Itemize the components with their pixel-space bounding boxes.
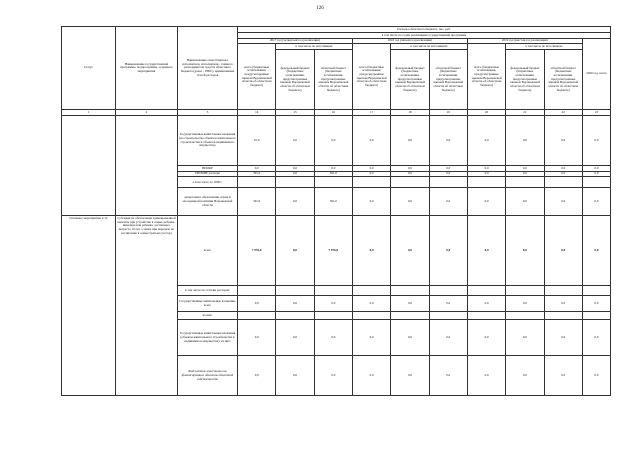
value-cell: 0,0	[582, 188, 610, 216]
value-cell	[582, 312, 610, 320]
value-cell: 0,0	[391, 356, 429, 396]
value-cell	[506, 286, 544, 296]
value-cell: 0,0	[238, 296, 276, 312]
value-cell: 0,0	[467, 356, 505, 396]
value-cell: 0,0	[582, 116, 610, 166]
value-cell: 0,0	[352, 166, 390, 172]
header-program-name: Наименование государственной программы, подпрограммы, основного мероприятия	[115, 27, 177, 110]
colnum: 18	[391, 110, 429, 116]
activity-name: Субсидия на обеспечение единовременной выплаты при устройстве в семью ребенка-инвалида или ребенка, достигшего возраста 10 лет, а также при передаче на воспитание в семью братьев (сестер)	[115, 216, 177, 396]
value-cell: 0,0	[391, 296, 429, 312]
value-cell	[314, 177, 352, 188]
header-col-federal: федеральный бюджет (бюджетные ассигнования, предусмотренные законом Воронежской области об областном бюджете)	[391, 50, 429, 110]
value-cell	[467, 177, 505, 188]
colnum: 22	[544, 110, 582, 116]
header-col-total: всего (бюджетные ассигнования, предусмотренные законом Воронежской области об областном бюджете)	[238, 44, 276, 110]
row-label: в том числе по статьям расходов:	[177, 286, 237, 296]
header-expenses-title: Расходы областного бюджета, тыс. руб.	[238, 27, 611, 33]
row-label: Государственные капитальные вложения, всего	[177, 296, 237, 312]
value-cell: 0,0	[238, 356, 276, 396]
header-by-sources: в том числе по источникам:	[276, 44, 353, 50]
value-cell: 0,0	[467, 116, 505, 166]
row-label: всего	[177, 216, 237, 286]
value-cell	[314, 312, 352, 320]
page-number: 126	[316, 6, 324, 11]
colnum: 21	[506, 110, 544, 116]
row-label: департамент образования, науки и молодежной политики Воронежской области	[177, 188, 237, 216]
value-cell: 0,0	[544, 216, 582, 286]
header-col-total: всего (бюджетные ассигнования, предусмотренные законом Воронежской области об областном бюджете)	[467, 44, 505, 110]
value-cell	[238, 286, 276, 296]
value-cell: 0,0	[544, 188, 582, 216]
value-cell: 10,0	[238, 116, 276, 166]
header-executor: Наименование ответственного исполнителя, исполнителя - главного распорядителя средств областного бюджета (далее - ГРБС), наименование статей расходов	[177, 27, 237, 110]
activity-status: Основное мероприятие 2.12	[62, 216, 116, 396]
value-cell: 0,0	[544, 116, 582, 166]
header-years-title: в том числе по годам реализации государственной программы	[238, 33, 611, 39]
colnum: 17	[352, 110, 390, 116]
value-cell: 391,0	[238, 188, 276, 216]
value-cell: 0,0	[352, 216, 390, 286]
value-cell: 7 976,0	[238, 216, 276, 286]
colnum: 15	[276, 110, 314, 116]
value-cell: 0,0	[582, 166, 610, 172]
value-cell	[352, 286, 390, 296]
value-cell: 0,0	[276, 320, 314, 356]
value-cell: 0,0	[506, 188, 544, 216]
header-year-2018: 2018 год (пятый год реализации)	[352, 38, 467, 44]
value-cell	[467, 312, 505, 320]
value-cell: 0,0	[506, 320, 544, 356]
value-cell: 0,0	[352, 188, 390, 216]
row-label: Бюджетные инвестиции на финансирование объектов областной собственности	[177, 356, 237, 396]
empty-cell	[115, 116, 177, 216]
colnum: 2	[115, 110, 177, 116]
value-cell: 0,0	[276, 216, 314, 286]
value-cell: 0,0	[506, 356, 544, 396]
value-cell: 0,0	[506, 171, 544, 177]
header-2020-total: 2020 год, всего	[582, 38, 610, 109]
value-cell: 0,0	[314, 320, 352, 356]
value-cell	[544, 286, 582, 296]
value-cell: 0,0	[582, 171, 610, 177]
value-cell: 0,0	[391, 216, 429, 286]
header-by-sources: в том числе по источникам:	[506, 44, 583, 50]
value-cell: 0,0	[314, 166, 352, 172]
value-cell: 0,0	[544, 171, 582, 177]
value-cell	[276, 312, 314, 320]
header-col-total: всего (бюджетные ассигнования, предусмотренные законом Воронежской области об областном бюджете)	[352, 44, 390, 110]
value-cell: 0,0	[276, 188, 314, 216]
value-cell	[391, 312, 429, 320]
colnum: 16	[314, 110, 352, 116]
value-cell: 0,0	[544, 356, 582, 396]
value-cell	[506, 312, 544, 320]
value-cell: 0,0	[429, 216, 467, 286]
value-cell	[544, 312, 582, 320]
value-cell: 0,0	[582, 356, 610, 396]
value-cell: 0,0	[429, 171, 467, 177]
value-cell	[238, 312, 276, 320]
value-cell	[429, 286, 467, 296]
value-cell: 7 976,0	[314, 216, 352, 286]
value-cell: 0,0	[352, 356, 390, 396]
value-cell	[544, 177, 582, 188]
row-label: из них:	[177, 312, 237, 320]
value-cell	[391, 286, 429, 296]
row-label: Государственные капитальные вложения (объекты капитального строительства и недвижимого имущества), из них:	[177, 320, 237, 356]
header-status: Статус	[62, 27, 116, 110]
value-cell: 0,0	[314, 356, 352, 396]
row-label: Государственные капитальные вложения (на строительство объектов капитального строительства и объектов недвижимого имущества)	[177, 116, 237, 166]
value-cell: 0,0	[238, 320, 276, 356]
value-cell: 0,0	[391, 166, 429, 172]
value-cell: 0,0	[582, 320, 610, 356]
value-cell: 0,0	[352, 320, 390, 356]
value-cell: 0,0	[276, 166, 314, 172]
value-cell: 0,0	[314, 296, 352, 312]
value-cell	[276, 177, 314, 188]
row-label: НИОКР	[177, 166, 237, 172]
value-cell: 0,0	[276, 171, 314, 177]
value-cell: 0,0	[391, 171, 429, 177]
value-cell	[429, 312, 467, 320]
header-year-2019: 2019 год (шестой год реализации)	[467, 38, 582, 44]
value-cell: 0,0	[429, 356, 467, 396]
value-cell: 0,0	[544, 166, 582, 172]
table-row	[62, 216, 611, 286]
value-cell: 0,0	[429, 116, 467, 166]
value-cell	[582, 177, 610, 188]
value-cell: 0,0	[352, 296, 390, 312]
value-cell: 0,0	[314, 116, 352, 166]
value-cell: 0,0	[467, 166, 505, 172]
value-cell: 0,0	[391, 320, 429, 356]
value-cell: 0,0	[352, 171, 390, 177]
value-cell: 0,0	[276, 296, 314, 312]
value-cell	[314, 286, 352, 296]
value-cell: 0,0	[276, 116, 314, 166]
header-year-2017: 2017 год (четвертый год реализации)	[238, 38, 353, 44]
header-col-regional: областной бюджет (бюджетные ассигнования, предусмотренные законом Воронежской области об областном бюджете)	[429, 50, 467, 110]
header-col-federal: федеральный бюджет (бюджетные ассигнования, предусмотренные законом Воронежской области об областном бюджете)	[276, 50, 314, 110]
value-cell: 0,0	[506, 166, 544, 172]
value-cell: 0,0	[467, 216, 505, 286]
value-cell	[391, 177, 429, 188]
colnum: 23	[582, 110, 610, 116]
value-cell	[467, 286, 505, 296]
header-col-regional: областной бюджет (бюджетные ассигнования, предусмотренные законом Воронежской области об областном бюджете)	[544, 50, 582, 110]
value-cell: 0,0	[467, 188, 505, 216]
value-cell: 0,0	[429, 166, 467, 172]
row-label: ПРОЧИЕ расходы	[177, 171, 237, 177]
value-cell: 391,0	[314, 171, 352, 177]
colnum: 19	[429, 110, 467, 116]
value-cell	[429, 177, 467, 188]
value-cell: 0,0	[467, 320, 505, 356]
value-cell: 0,0	[429, 296, 467, 312]
value-cell: 0,0	[544, 296, 582, 312]
colnum: 14	[238, 110, 276, 116]
header-by-sources: в том числе по источникам:	[391, 44, 468, 50]
value-cell: 0,0	[544, 320, 582, 356]
value-cell	[352, 177, 390, 188]
header-col-federal: федеральный бюджет (бюджетные ассигнования, предусмотренные законом Воронежской области об областном бюджете)	[506, 50, 544, 110]
value-cell: 0,0	[506, 296, 544, 312]
value-cell: 391,0	[238, 171, 276, 177]
value-cell	[582, 286, 610, 296]
value-cell: 0,0	[391, 188, 429, 216]
value-cell: 391,0	[314, 188, 352, 216]
value-cell: 0,0	[429, 188, 467, 216]
value-cell: 0,0	[582, 296, 610, 312]
budget-table	[61, 26, 611, 396]
empty-cell	[62, 116, 116, 216]
value-cell: 0,0	[467, 296, 505, 312]
table-row	[62, 116, 611, 166]
value-cell	[276, 286, 314, 296]
value-cell: 0,0	[506, 116, 544, 166]
value-cell: 0,0	[238, 166, 276, 172]
value-cell	[352, 312, 390, 320]
value-cell: 0,0	[506, 216, 544, 286]
value-cell	[506, 177, 544, 188]
colnum: 1	[62, 110, 116, 116]
header-col-regional: областной бюджет (бюджетные ассигнования, предусмотренные законом Воронежской области об областном бюджете)	[314, 50, 352, 110]
row-label: в том числе по ГРБС:	[177, 177, 237, 188]
value-cell: 0,0	[467, 171, 505, 177]
value-cell	[238, 177, 276, 188]
value-cell: 0,0	[429, 320, 467, 356]
value-cell: 0,0	[352, 116, 390, 166]
value-cell: 0,0	[391, 116, 429, 166]
value-cell: 0,0	[582, 216, 610, 286]
colnum: 20	[467, 110, 505, 116]
colnum: 3	[177, 110, 237, 116]
value-cell: 0,0	[276, 356, 314, 396]
